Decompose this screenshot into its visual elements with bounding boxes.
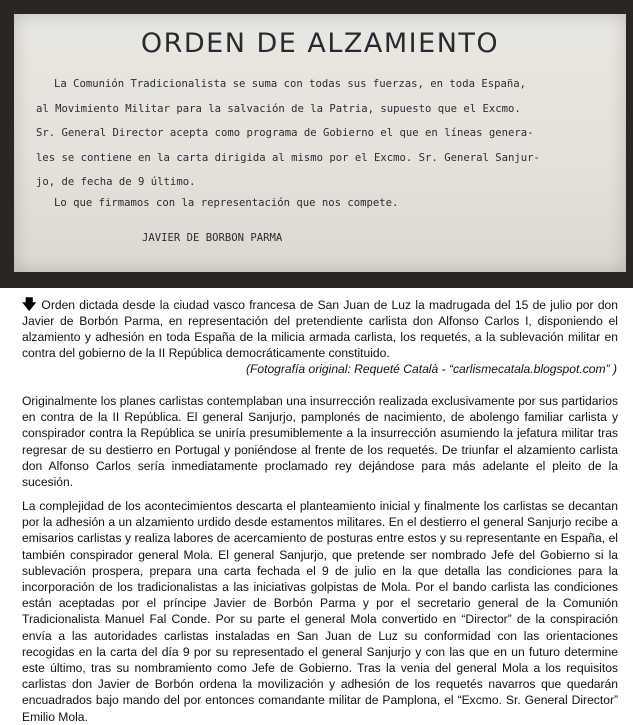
document-body bbox=[36, 72, 616, 215]
document-paper bbox=[14, 14, 626, 272]
document-line: La Comunión Tradicionalista se suma con todas sus fuerzas, en toda España, bbox=[54, 78, 526, 90]
article-paragraph: La complejidad de los acontecimientos descarta el planteamiento inicial y finalmente los carlistas se decantan por la adhesión a un alzamiento urdido desde estamentos militares. En el destierro el general Sanjurjo recibe a emisarios carlistas y realiza labores de acercamiento de posturas entre estos y su representante en España, el también conspirador general Mola. El general Sanjurjo, que pretende ser nombrado Jefe del Gobierno si la sublevación prospera, prepara una carta fechada el 9 de julio en la que detalla las condiciones para la incorporación de los tradicionalistas a las iniciativas golpistas de Mola. Por el bando carlista las condiciones están aceptadas por el príncipe Javier de Borbón Parma y por el secretario general de la Comunión Tradicionalista Manuel Fal Conde. Por su parte el general Mola convertido en “Director” de la conspiración envía a las autoridades carlistas instaladas en San Juan de Luz su conformidad con las orientaciones recogidas en la carta del día 9 por su representado el general Sanjurjo y con las que en un futuro determine este último, tras su nombramiento como Jefe de Gobierno. Tras la venia del general Mola a los requisitos carlistas don Javier de Borbón ordena la movilización y adhesión de los requetés navarros que quedarán encuadrados bajo mando del por entonces comandante militar de Pamplona, el “Excmo. Sr. General Director” Emilio Mola. bbox=[22, 499, 618, 724]
document-signature: JAVIER DE BORBON PARMA bbox=[142, 232, 283, 244]
photo-credit: (Fotografía original: Requeté Català - “carlismecatala.blogspot.com” ) bbox=[245, 362, 617, 376]
document-title: ORDEN DE ALZAMIENTO bbox=[140, 28, 500, 59]
photo-caption bbox=[22, 297, 618, 361]
document-line: Lo que firmamos con la representación que nos compete. bbox=[54, 196, 399, 209]
document-line: al Movimiento Militar para la salvación de la Patria, supuesto que el Excmo. bbox=[36, 102, 521, 115]
document-photo bbox=[0, 0, 633, 288]
caption-text: Orden dictada desde la ciudad vasco francesa de San Juan de Luz la madrugada del 15 de julio por don Javier de Borbón Parma, en representación del pretendiente carlista don Alfonso Carlos I, disponiendo el alzamiento y adhesión en toda España de la milicia armada carlista, los requetés, a la sublevación militar en contra del gobierno de la II República democráticamente constituido. bbox=[22, 298, 618, 360]
arrow-down-icon: 🡇 bbox=[22, 296, 37, 312]
article-paragraph: Originalmente los planes carlistas contemplaban una insurrección realizada exclusivamente por sus partidarios en contra de la II República. El general Sanjurjo, pamplonés de nacimiento, de abolengo familiar carlista y conspirador contra la República se uniría presumiblemente a la insurrección asumiendo la jefatura militar tras regresar de su destierro en Portugal y poniéndose al frente de los requetés. De triunfar el alzamiento carlista don Alfonso Carlos sería inmediatamente proclamado rey dejándose para más adelante el pleito de la sucesión. bbox=[22, 394, 618, 490]
document-line: les se contiene en la carta dirigida al mismo por el Excmo. Sr. General Sanjur- bbox=[36, 151, 540, 164]
document-line: Sr. General Director acepta como programa de Gobierno el que en líneas genera- bbox=[36, 127, 534, 139]
document-line: jo, de fecha de 9 último. bbox=[36, 176, 196, 188]
